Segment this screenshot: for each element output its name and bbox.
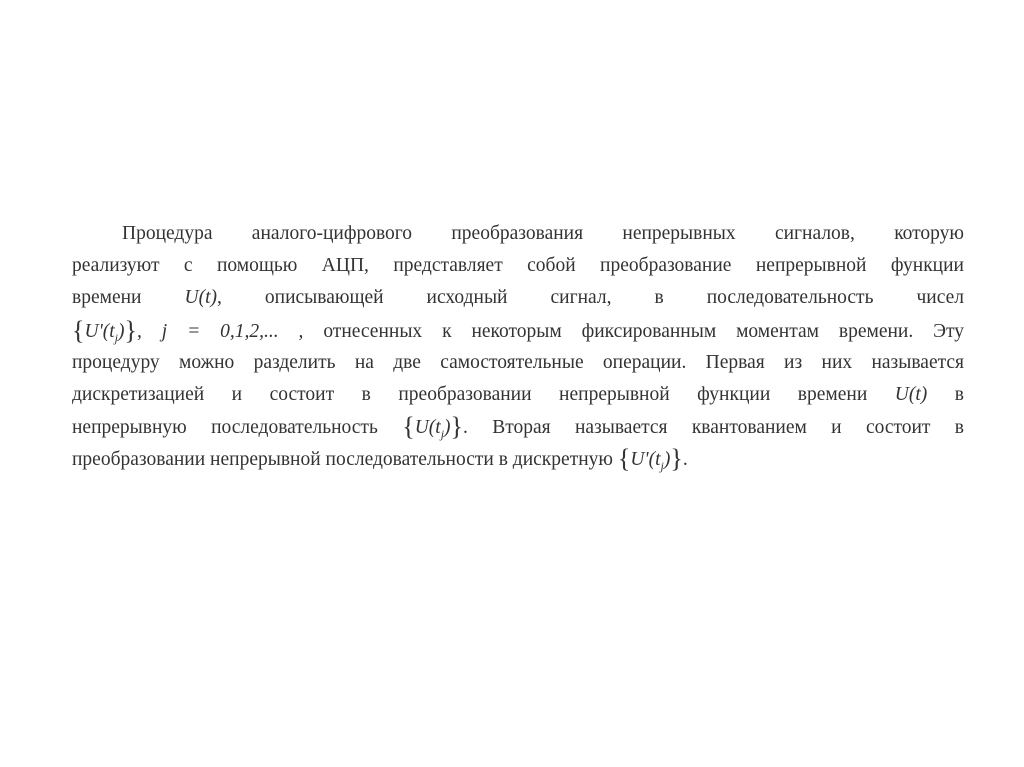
formula-j-sequence: , j = 0,1,2,... ,: [136, 320, 304, 342]
text-line-7: [72, 411, 964, 443]
text-line-8: [72, 443, 964, 475]
text-line-3: [72, 282, 964, 314]
u-prime-t-2: U'(t: [630, 449, 661, 471]
close-paren-3: ): [663, 449, 671, 471]
formula-u-prime-sequence-2: [617, 444, 683, 474]
text-line-6: [72, 379, 964, 411]
line-7-text-a: непрерывную последовательность: [72, 417, 378, 439]
comma-after-formula: ,: [217, 287, 222, 309]
text-line-5: [72, 347, 964, 379]
line-2-text: реализуют с помощью АЦП, представляет собой преобразование непрерывной функции: [72, 255, 964, 277]
formula-u-prime-sequence: [72, 315, 137, 345]
close-paren: ): [118, 320, 125, 342]
close-brace-3: }: [670, 444, 683, 474]
line-8-text: преобразовании непрерывной последовательности в дискретную: [72, 449, 613, 471]
line-4-text: отнесенных к некоторым фиксированным моментам времени. Эту: [323, 320, 965, 342]
close-brace-2: }: [450, 412, 464, 442]
final-period: .: [682, 449, 688, 471]
open-brace: {: [72, 315, 85, 345]
u-t: U(t: [414, 417, 441, 439]
line-6-text: дискретизацией и состоит в преобразовании непрерывной функции времени: [72, 383, 868, 405]
line-3-text-a: времени: [72, 287, 142, 309]
body-paragraph: [72, 218, 964, 476]
formula-u-of-t: U(t): [184, 287, 217, 309]
close-brace: }: [124, 315, 137, 345]
subscript-j-3: j: [660, 459, 664, 474]
open-brace-3: {: [617, 444, 631, 474]
subscript-j-2: j: [440, 427, 445, 442]
subscript-j: j: [114, 330, 118, 345]
formula-u-of-t-2: U(t): [894, 383, 928, 405]
text-line-1: [72, 218, 964, 250]
formula-u-t-sequence: [402, 412, 464, 442]
u-prime-t: U'(t: [84, 320, 115, 342]
line-3-text-b: описывающей исходный сигнал, в последовательность чисел: [264, 287, 964, 309]
text-line-2: [72, 250, 964, 282]
line-5-text: процедуру можно разделить на две самостоятельные операции. Первая из них называется: [72, 351, 964, 373]
line-6-text-b: в: [954, 383, 965, 405]
text-line-4: [72, 315, 964, 347]
close-paren-2: ): [444, 417, 451, 439]
open-brace-2: {: [402, 412, 415, 442]
line-1-text: Процедура аналого-цифрового преобразования непрерывных сигналов, которую: [122, 223, 964, 244]
line-7-text-b: . Вторая называется квантованием и состоит в: [463, 417, 965, 439]
